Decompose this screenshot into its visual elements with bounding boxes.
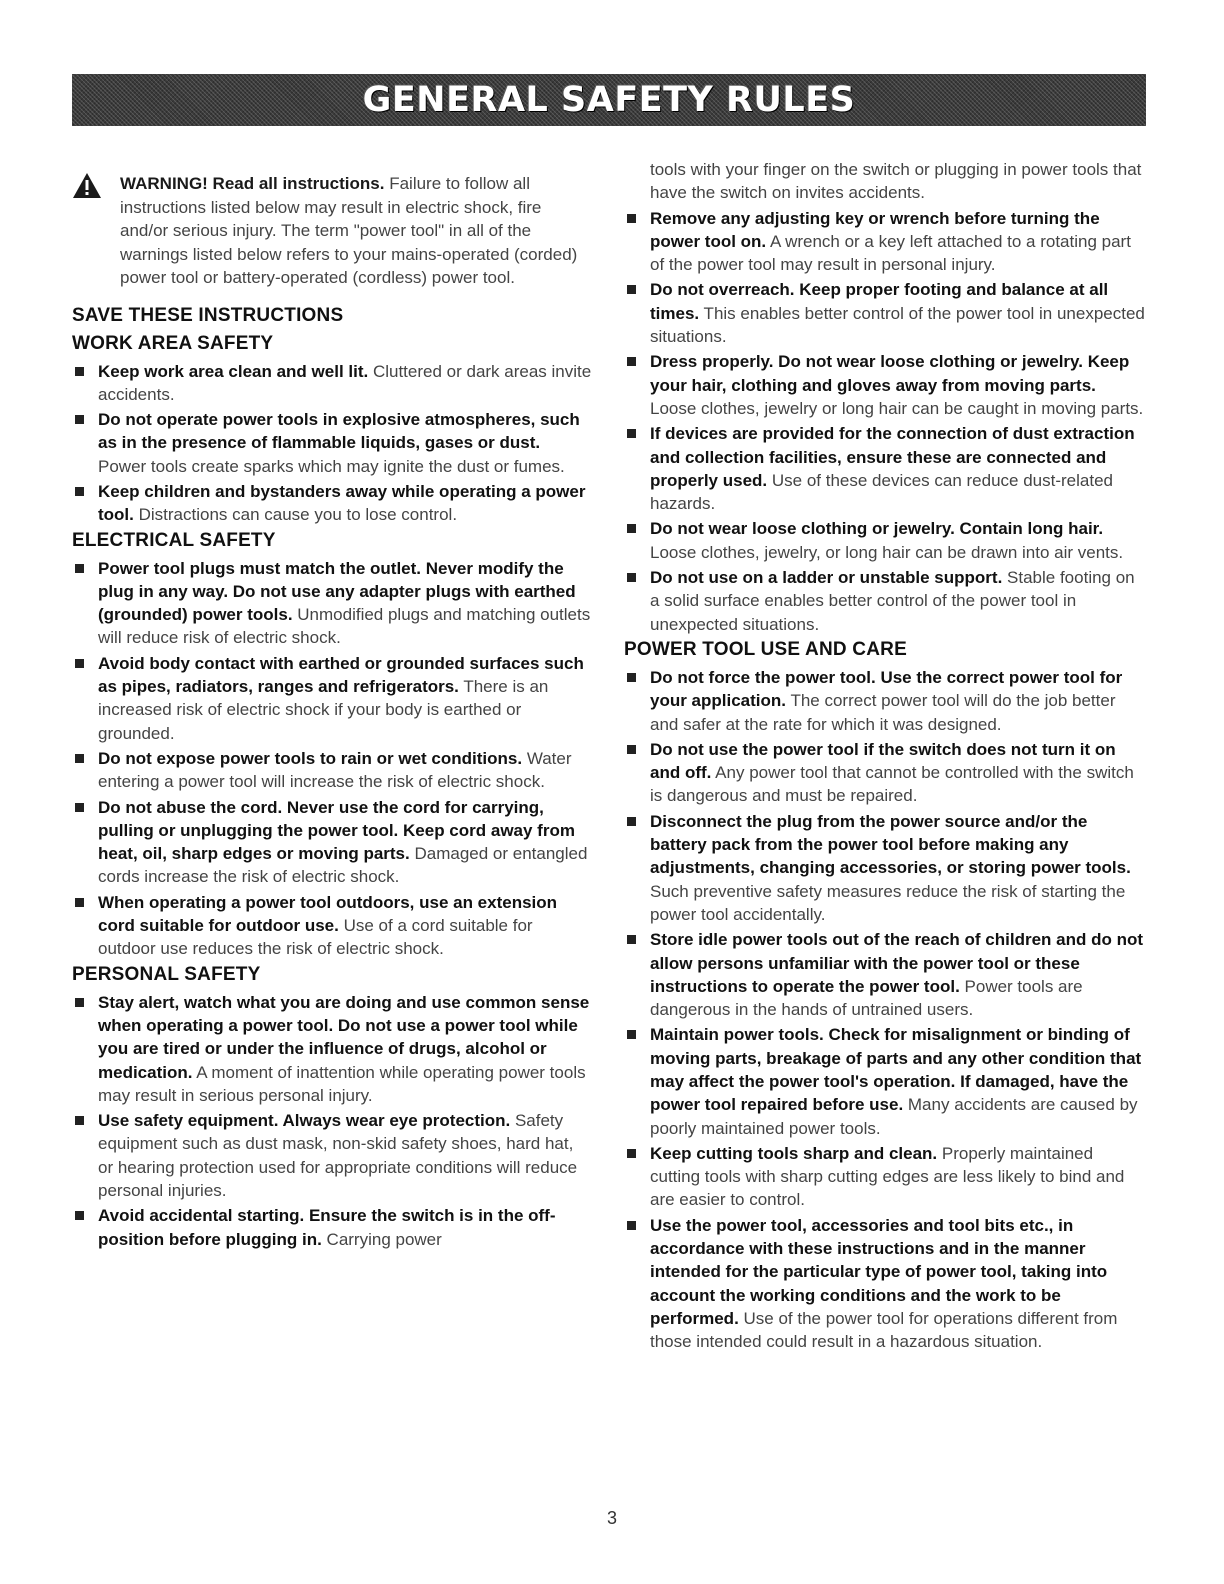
list-item (624, 207, 1146, 277)
item-bold: Maintain power tools. Check for misalignment or binding of moving parts, breakage of parts and any other condition that may affect the power tool's operation. If damaged, have the power tool repaired before use. (650, 1025, 1142, 1115)
list-item (72, 991, 592, 1107)
save-instructions-heading: SAVE THESE INSTRUCTIONS (72, 304, 344, 326)
square-bullet-icon (75, 803, 84, 812)
power-tool-heading: POWER TOOL USE AND CARE (624, 638, 907, 660)
square-bullet-icon (75, 564, 84, 573)
work-area-list (72, 360, 592, 527)
electrical-heading: ELECTRICAL SAFETY (72, 529, 276, 551)
list-item (624, 350, 1146, 420)
item-bold: Avoid accidental starting. Ensure the switch is in the off-position before plugging in. (98, 1206, 556, 1249)
item-text: Safety equipment such as dust mask, non-skid safety shoes, hard hat, or hearing protection used for appropriate conditions will reduce personal injuries. (98, 1111, 578, 1200)
list-item (72, 747, 592, 794)
list-item (72, 891, 592, 961)
item-text: A wrench or a key left attached to a rotating part of the power tool may result in personal injury. (650, 231, 1131, 275)
item-bold: Do not force the power tool. Use the correct power tool for your application. (650, 667, 1123, 711)
item-bold: If devices are provided for the connection of dust extraction and collection facilities, ensure these are connected and properly used. (650, 424, 1135, 490)
item-text: Power tools create sparks which may ignite the dust or fumes. (98, 456, 565, 476)
right-column (624, 158, 1146, 1356)
square-bullet-icon (75, 1211, 84, 1220)
list-item (72, 1204, 592, 1251)
item-text: There is an increased risk of electric shock if your body is earthed or grounded. (98, 677, 549, 743)
warning-triangle-icon (72, 172, 102, 199)
personal-list-continued (624, 207, 1146, 636)
list-item (72, 796, 592, 889)
left-column (72, 158, 592, 1253)
item-text: Loose clothes, jewelry, or long hair can be drawn into air vents. (650, 542, 1124, 562)
square-bullet-icon (627, 429, 636, 438)
square-bullet-icon (627, 285, 636, 294)
item-bold: Keep children and bystanders away while operating a power tool. (98, 481, 586, 525)
work-area-heading: WORK AREA SAFETY (72, 332, 274, 354)
item-bold: Stay alert, watch what you are doing and use common sense when operating a power tool. Do not use a power tool while you are tired or under the influence of drugs, alcohol or medication. (98, 992, 590, 1082)
item-bold: Do not abuse the cord. Never use the cord for carrying, pulling or unplugging the power tool. Keep cord away from heat, oil, sharp edges or moving parts. (98, 797, 575, 864)
item-text: Use of these devices can reduce dust-related hazards. (650, 470, 1114, 514)
warning-text: Failure to follow all instructions listed below may result in electric shock, fire and/or serious injury. The term "power tool" in all of the warnings listed below refers to your mains-operated (corded) power tool or battery-operated (cordless) power tool. (120, 174, 578, 287)
list-item (72, 480, 592, 527)
item-text: Power tools are dangerous in the hands of untrained users. (650, 976, 1083, 1020)
square-bullet-icon (627, 935, 636, 944)
list-item (72, 1109, 592, 1202)
list-item (624, 666, 1146, 736)
item-bold: Power tool plugs must match the outlet. Never modify the plug in any way. Do not use any adapter plugs with earthed (grounded) power tools. (98, 558, 576, 625)
square-bullet-icon (75, 754, 84, 763)
item-text: Loose clothes, jewelry or long hair can be caught in moving parts. (650, 398, 1144, 418)
square-bullet-icon (627, 1149, 636, 1158)
item-text: Any power tool that cannot be controlled with the switch is dangerous and must be repaired. (650, 763, 1134, 806)
item-bold: Use safety equipment. Always wear eye protection. (98, 1111, 511, 1131)
power-tool-list (624, 666, 1146, 1354)
item-bold: Do not use on a ladder or unstable support. (650, 568, 1003, 588)
square-bullet-icon (627, 573, 636, 582)
list-item (624, 422, 1146, 515)
item-bold: When operating a power tool outdoors, use an extension cord suitable for outdoor use. (98, 892, 558, 936)
square-bullet-icon (75, 367, 84, 376)
title-banner (72, 74, 1146, 126)
square-bullet-icon (627, 1221, 636, 1230)
item-bold: Keep work area clean and well lit. (98, 361, 369, 381)
list-item (624, 1142, 1146, 1212)
item-text: Properly maintained cutting tools with sharp cutting edges are less likely to bind and are easier to control. (650, 1143, 1125, 1210)
item-text: Distractions can cause you to lose control. (133, 505, 458, 525)
item-bold: Remove any adjusting key or wrench before turning the power tool on. (650, 208, 1100, 251)
item-bold: Do not use the power tool if the switch does not turn it on and off. (650, 739, 1116, 783)
square-bullet-icon (627, 524, 636, 533)
list-item (624, 928, 1146, 1021)
list-item (624, 1214, 1146, 1354)
list-item (72, 557, 592, 650)
item-bold: Do not operate power tools in explosive atmospheres, such as in the presence of flammable liquids, gases or dust. (98, 410, 580, 453)
square-bullet-icon (75, 1116, 84, 1125)
page-number: 3 (606, 1508, 617, 1528)
list-item (624, 278, 1146, 348)
item-bold: Dress properly. Do not wear loose clothing or jewelry. Keep your hair, clothing and gloves away from moving parts. (650, 352, 1130, 395)
list-item (624, 1023, 1146, 1139)
list-item (72, 408, 592, 478)
item-text: Unmodified plugs and matching outlets will reduce risk of electric shock. (98, 605, 591, 648)
warning-block (72, 172, 592, 290)
warning-label: WARNING! Read all instructions. (120, 174, 385, 193)
item-bold: Do not overreach. Keep proper footing and balance at all times. (650, 280, 1109, 323)
item-bold: Do not wear loose clothing or jewelry. Contain long hair. (650, 519, 1104, 539)
item-text: Use of the power tool for operations different from those intended could result in a hazardous situation. (650, 1308, 1118, 1352)
item-bold: Do not expose power tools to rain or wet conditions. (98, 748, 523, 768)
list-item (624, 738, 1146, 808)
item-text: This enables better control of the power tool in unexpected situations. (650, 303, 1145, 347)
item-text: Cluttered or dark areas invite accidents. (98, 361, 592, 404)
page-title: GENERAL SAFETY RULES (362, 80, 856, 120)
personal-list (72, 991, 592, 1251)
item-text: Stable footing on a solid surface enables better control of the power tool in unexpected situations. (650, 568, 1135, 634)
continued-text: tools with your finger on the switch or plugging in power tools that have the switch on invites accidents. (650, 160, 1142, 203)
square-bullet-icon (75, 415, 84, 424)
item-bold: Disconnect the plug from the power source and/or the battery pack from the power tool before making any adjustments, changing accessories, or storing power tools. (650, 811, 1131, 878)
square-bullet-icon (627, 673, 636, 682)
item-text: Many accidents are caused by poorly maintained power tools. (650, 1095, 1138, 1138)
square-bullet-icon (75, 898, 84, 907)
item-text: The correct power tool will do the job better and safer at the rate for which it was designed. (650, 691, 1116, 734)
item-bold: Avoid body contact with earthed or grounded surfaces such as pipes, radiators, ranges and refrigerators. (98, 653, 584, 697)
personal-heading: PERSONAL SAFETY (72, 963, 261, 985)
square-bullet-icon (627, 745, 636, 754)
square-bullet-icon (627, 214, 636, 223)
square-bullet-icon (75, 487, 84, 496)
electrical-list (72, 557, 592, 961)
square-bullet-icon (75, 659, 84, 668)
list-item (72, 652, 592, 745)
square-bullet-icon (627, 1030, 636, 1039)
item-text: Carrying power (321, 1229, 442, 1249)
item-bold: Store idle power tools out of the reach of children and do not allow persons unfamiliar with the power tool or these instructions to operate the power tool. (650, 930, 1144, 996)
square-bullet-icon (75, 998, 84, 1007)
square-bullet-icon (627, 817, 636, 826)
square-bullet-icon (627, 357, 636, 366)
list-item (624, 566, 1146, 636)
list-item (624, 810, 1146, 926)
item-text: Damaged or entangled cords increase the risk of electric shock. (98, 844, 588, 887)
item-bold: Use the power tool, accessories and tool bits etc., in accordance with these instructions and in the manner intended for the particular type of power tool, taking into account the working conditions and the work to be performed. (650, 1215, 1108, 1328)
item-text: Use of a cord suitable for outdoor use reduces the risk of electric shock. (98, 916, 533, 959)
list-item (72, 360, 592, 407)
item-bold: Keep cutting tools sharp and clean. (650, 1143, 938, 1163)
list-item (624, 517, 1146, 564)
item-text: A moment of inattention while operating power tools may result in serious personal injury. (98, 1062, 586, 1105)
item-text: Water entering a power tool will increase the risk of electric shock. (98, 748, 572, 792)
item-text: Such preventive safety measures reduce the risk of starting the power tool accidentally. (650, 881, 1126, 924)
